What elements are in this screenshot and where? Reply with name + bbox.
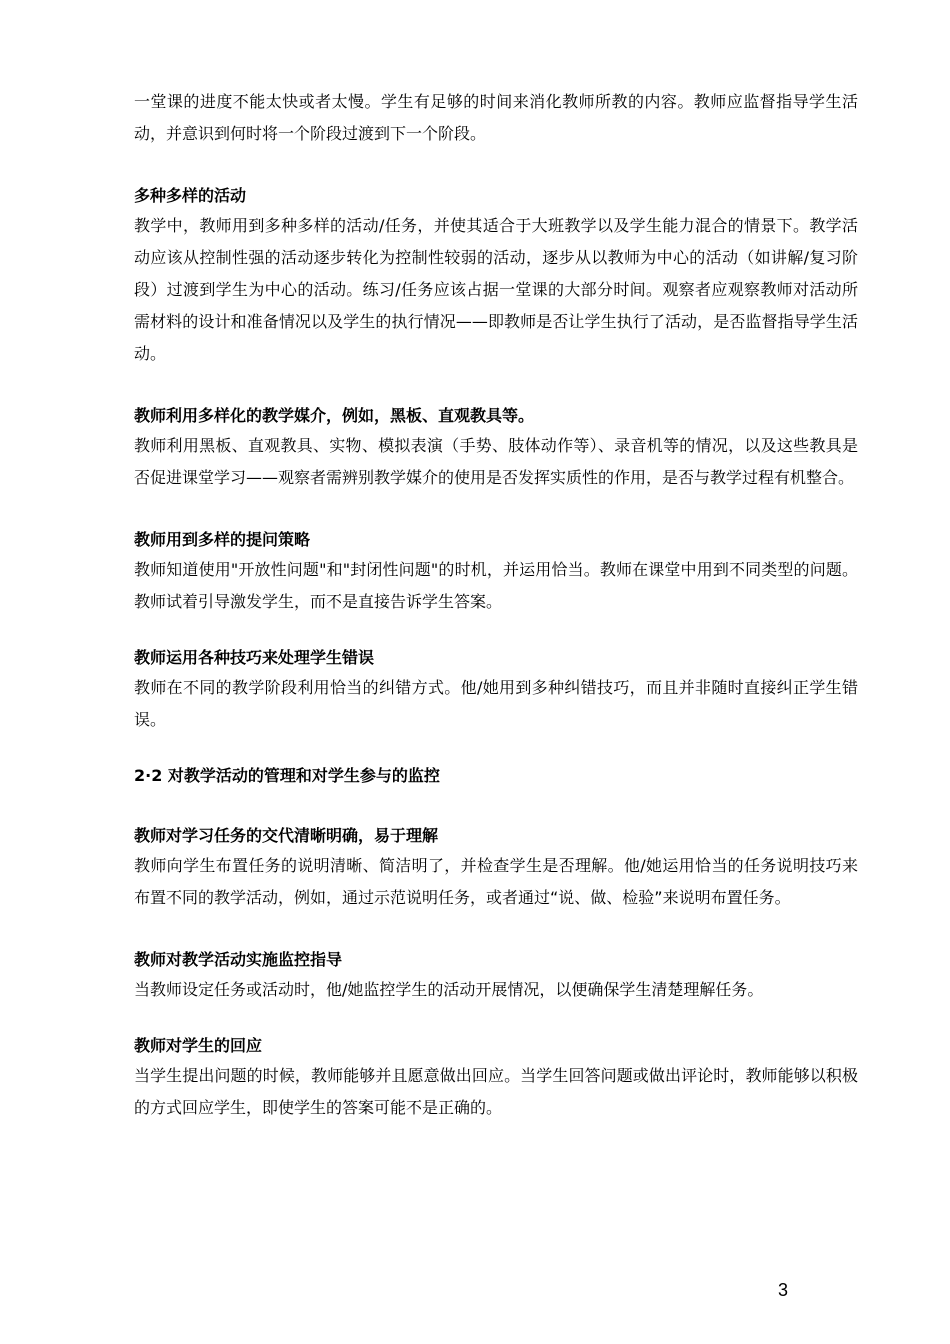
subsection-heading-response: 教师对学生的回应 [134, 1036, 263, 1055]
section-heading-media: 教师利用多样化的教学媒介，例如，黑板、直观教具等。 [134, 406, 535, 425]
section-body-activities: 教学中，教师用到多种多样的活动/任务，并使其适合于大班教学以及学生能力混合的情景下。教学活动应该从控制性强的活动逐步转化为控制性较弱的活动，逐步从以教师为中心的活动（如讲解/复习阶段）过渡到学生为中心的活动。练习/任务应该占据一堂课的大部分时间。观察者应观察教师对活动所需材料的设计和准备情况以及学生的执行情况——即教师是否让学生执行了活动，是否监督指导学生活动。 [134, 216, 858, 363]
section-heading-error-handling: 教师运用各种技巧来处理学生错误 [134, 648, 375, 667]
subsection-body-response: 当学生提出问题的时候，教师能够并且愿意做出回应。当学生回答问题或做出评论时，教师能够以积极的方式回应学生，即使学生的答案可能不是正确的。 [134, 1066, 858, 1117]
subsection-body-monitoring: 当教师设定任务或活动时，他/她监控学生的活动开展情况，以便确保学生清楚理解任务。 [134, 980, 764, 999]
section-body-questioning: 教师知道使用"开放性问题"和"封闭性问题"的时机，并运用恰当。教师在课堂中用到不同类型的问题。教师试着引导激发学生，而不是直接告诉学生答案。 [134, 560, 858, 611]
subsection-body-task-instructions: 教师向学生布置任务的说明清晰、简洁明了，并检查学生是否理解。他/她运用恰当的任务说明技巧来布置不同的教学活动，例如，通过示范说明任务，或者通过“说、做、检验”来说明布置任务。 [134, 856, 858, 907]
section-body-media: 教师利用黑板、直观教具、实物、模拟表演（手势、肢体动作等）、录音机等的情况，以及这些教具是否促进课堂学习——观察者需辨别教学媒介的使用是否发挥实质性的作用，是否与教学过程有机整合。 [134, 436, 858, 487]
page-number: 3 [778, 1280, 789, 1300]
subsection-heading-monitoring: 教师对教学活动实施监控指导 [134, 950, 343, 969]
document-body [134, 86, 858, 1124]
subsection-title: 2·2 对教学活动的管理和对学生参与的监控 [134, 766, 440, 785]
section-heading-activities: 多种多样的活动 [134, 186, 247, 205]
section-heading-questioning: 教师用到多样的提问策略 [134, 530, 311, 549]
section-body-error-handling: 教师在不同的教学阶段利用恰当的纠错方式。他/她用到多种纠错技巧，而且并非随时直接纠正学生错误。 [134, 678, 858, 729]
intro-paragraph: 一堂课的进度不能太快或者太慢。学生有足够的时间来消化教师所教的内容。教师应监督指导学生活动，并意识到何时将一个阶段过渡到下一个阶段。 [134, 92, 858, 143]
subsection-heading-task-instructions: 教师对学习任务的交代清晰明确，易于理解 [134, 826, 439, 845]
